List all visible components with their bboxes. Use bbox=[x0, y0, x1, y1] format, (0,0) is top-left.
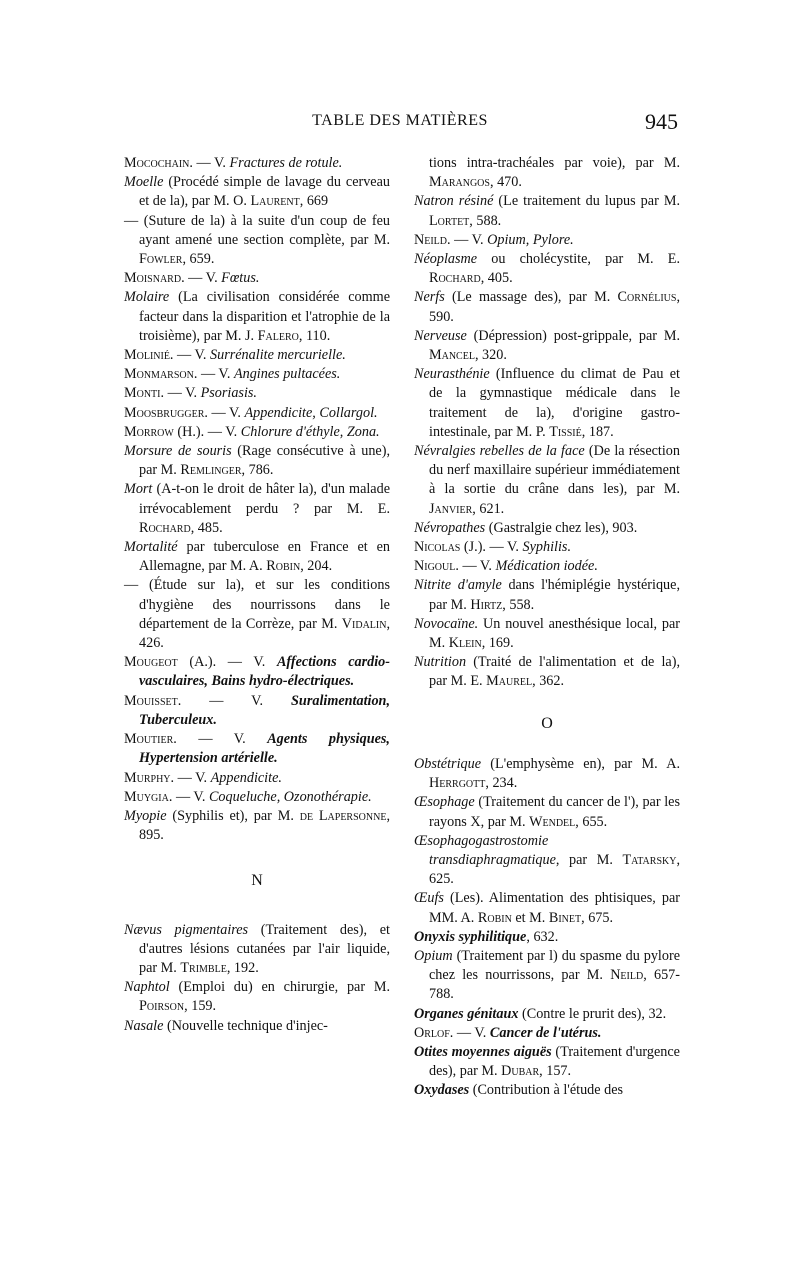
index-entry: Œsophagogastrostomie transdiaphragmatique, par M. Tatarsky, 625. bbox=[414, 832, 680, 888]
index-entry: Mort (A-t-on le droit de hâter la), d'un malade irrévocablement perdu ? par M. E. Rochard, 485. bbox=[124, 481, 390, 536]
index-entry: Nerfs (Le massage des), par M. Cornélius, 590. bbox=[414, 289, 680, 325]
index-entry: Œsophage (Traitement du cancer de l'), par les rayons X, par M. Wendel, 655. bbox=[414, 794, 680, 830]
index-entry: Nitrite d'amyle dans l'hémiplégie hystérique, par M. Hirtz, 558. bbox=[414, 577, 680, 613]
index-entry: Molaire (La civilisation considérée comme facteur dans la disparition et l'atrophie de la troisième), par M. J. Falero, 110. bbox=[124, 289, 390, 344]
index-entry: Naphtol (Emploi du) en chirurgie, par M. Poirson, 159. bbox=[124, 979, 390, 1015]
index-entry: Moosbrugger. — V. Appendicite, Collargol. bbox=[124, 404, 378, 421]
index-entry: Organes génitaux (Contre le prurit des), 32. bbox=[414, 1005, 667, 1022]
index-entry: Mortalité par tuberculose en France et en Allemagne, par M. A. Robin, 204. bbox=[124, 539, 390, 575]
running-head bbox=[120, 109, 680, 138]
index-entry: Molinié. — V. Surrénalite mercurielle. bbox=[124, 347, 346, 364]
index-entry: Neild. — V. Opium, Pylore. bbox=[414, 231, 574, 248]
index-entry: Névralgies rebelles de la face (De la résection du nerf maxillaire supérieur immédiatement à la sortie du crâne dans les), par M. Janvier, 621. bbox=[414, 443, 680, 517]
index-entry: Natron résiné (Le traitement du lupus par M. Lortet, 588. bbox=[414, 193, 680, 229]
index-entry: Opium (Traitement par l) du spasme du pylore chez les nourrissons, par M. Neild, 657-788. bbox=[414, 947, 680, 1003]
index-entry: Mocochain. — V. Fractures de rotule. bbox=[124, 155, 343, 171]
index-entry: Moisnard. — V. Fœtus. bbox=[124, 270, 260, 287]
index-entry: Monti. — V. Psoriasis. bbox=[124, 385, 257, 402]
index-entry: — (Suture de la) à la suite d'un coup de feu ayant amené une section complète, par M. Fowler, 659. bbox=[124, 212, 390, 268]
index-entry: — (Étude sur la), et sur les conditions d'hygiène des nourrissons dans le département de la Corrèze, par M. Vidalin, 426. bbox=[124, 577, 390, 652]
index-entry: Morsure de souris (Rage consécutive à une), par M. Remlinger, 786. bbox=[124, 443, 390, 479]
index-entry: Onyxis syphilitique, 632. bbox=[414, 928, 559, 945]
index-entry: Nutrition (Traité de l'alimentation et de la), par M. E. Maurel, 362. bbox=[414, 654, 680, 690]
index-entry: Néoplasme ou cholécystite, par M. E. Rochard, 405. bbox=[414, 251, 680, 287]
index-entry: Monmarson. — V. Angines pultacées. bbox=[124, 366, 341, 383]
index-entry: Novocaïne. Un nouvel anesthésique local, par M. Klein, 169. bbox=[414, 615, 680, 652]
index-entry: Morrow (H.). — V. Chlorure d'éthyle, Zona. bbox=[124, 423, 380, 440]
index-entry: Moelle (Procédé simple de lavage du cerveau et de la), par M. O. Laurent, 669 bbox=[124, 174, 390, 210]
index-entry: Nicolas (J.). — V. Syphilis. bbox=[414, 539, 572, 556]
index-entry: Nasale (Nouvelle technique d'injec- bbox=[124, 1017, 328, 1034]
index-entry: Moutier. — V. Agents physiques, Hypertension artérielle. bbox=[124, 731, 390, 767]
index-entry: Névropathes (Gastralgie chez les), 903. bbox=[414, 519, 638, 536]
right-column bbox=[414, 154, 680, 1101]
index-entry: Obstétrique (L'emphysème en), par M. A. Herrgott, 234. bbox=[414, 755, 680, 792]
index-entry: tions intra-trachéales par voie), par M. Marangos, 470. bbox=[429, 155, 680, 191]
index-entry: Murphy. — V. Appendicite. bbox=[124, 769, 282, 786]
index-entry: Myopie (Syphilis et), par M. de Lapersonne, 895. bbox=[124, 807, 390, 844]
index-entry: Nigoul. — V. Médication iodée. bbox=[414, 558, 598, 575]
page-number: 945 bbox=[645, 109, 678, 134]
running-title: TABLE DES MATIÈRES bbox=[312, 112, 488, 129]
index-entry: Orlof. — V. Cancer de l'utérus. bbox=[414, 1024, 602, 1041]
index-entry: Neurasthénie (Influence du climat de Pau et de la gymnastique médicale dans le traitement de la), d'origine gastro-intestinale, par M. P. Tissié, 187. bbox=[414, 366, 680, 440]
index-entry: Œufs (Les). Alimentation des phtisiques, par MM. A. Robin et M. Binet, 675. bbox=[414, 890, 680, 926]
section-letter-n: N bbox=[251, 872, 263, 890]
index-entry: Mougeot (A.). — V. Affections cardio-vasculaires, Bains hydro-électriques. bbox=[124, 654, 390, 690]
index-entry: Muygia. — V. Coqueluche, Ozonothérapie. bbox=[124, 788, 372, 805]
index-entry: Nerveuse (Dépression) post-grippale, par M. Mancel, 320. bbox=[414, 327, 680, 364]
index-entry: Oxydases (Contribution à l'étude des bbox=[414, 1082, 624, 1099]
index-entry: Nævus pigmentaires (Traitement des), et d'autres lésions cutanées par l'air liquide, par M. Trimble, 192. bbox=[124, 921, 390, 976]
section-letter-o: O bbox=[541, 714, 553, 732]
left-column bbox=[124, 154, 390, 1036]
index-entry: Otites moyennes aiguës (Traitement d'urgence des), par M. Dubar, 157. bbox=[414, 1043, 680, 1080]
index-entry: Mouisset. — V. Suralimentation, Tuberculeux. bbox=[124, 692, 390, 728]
